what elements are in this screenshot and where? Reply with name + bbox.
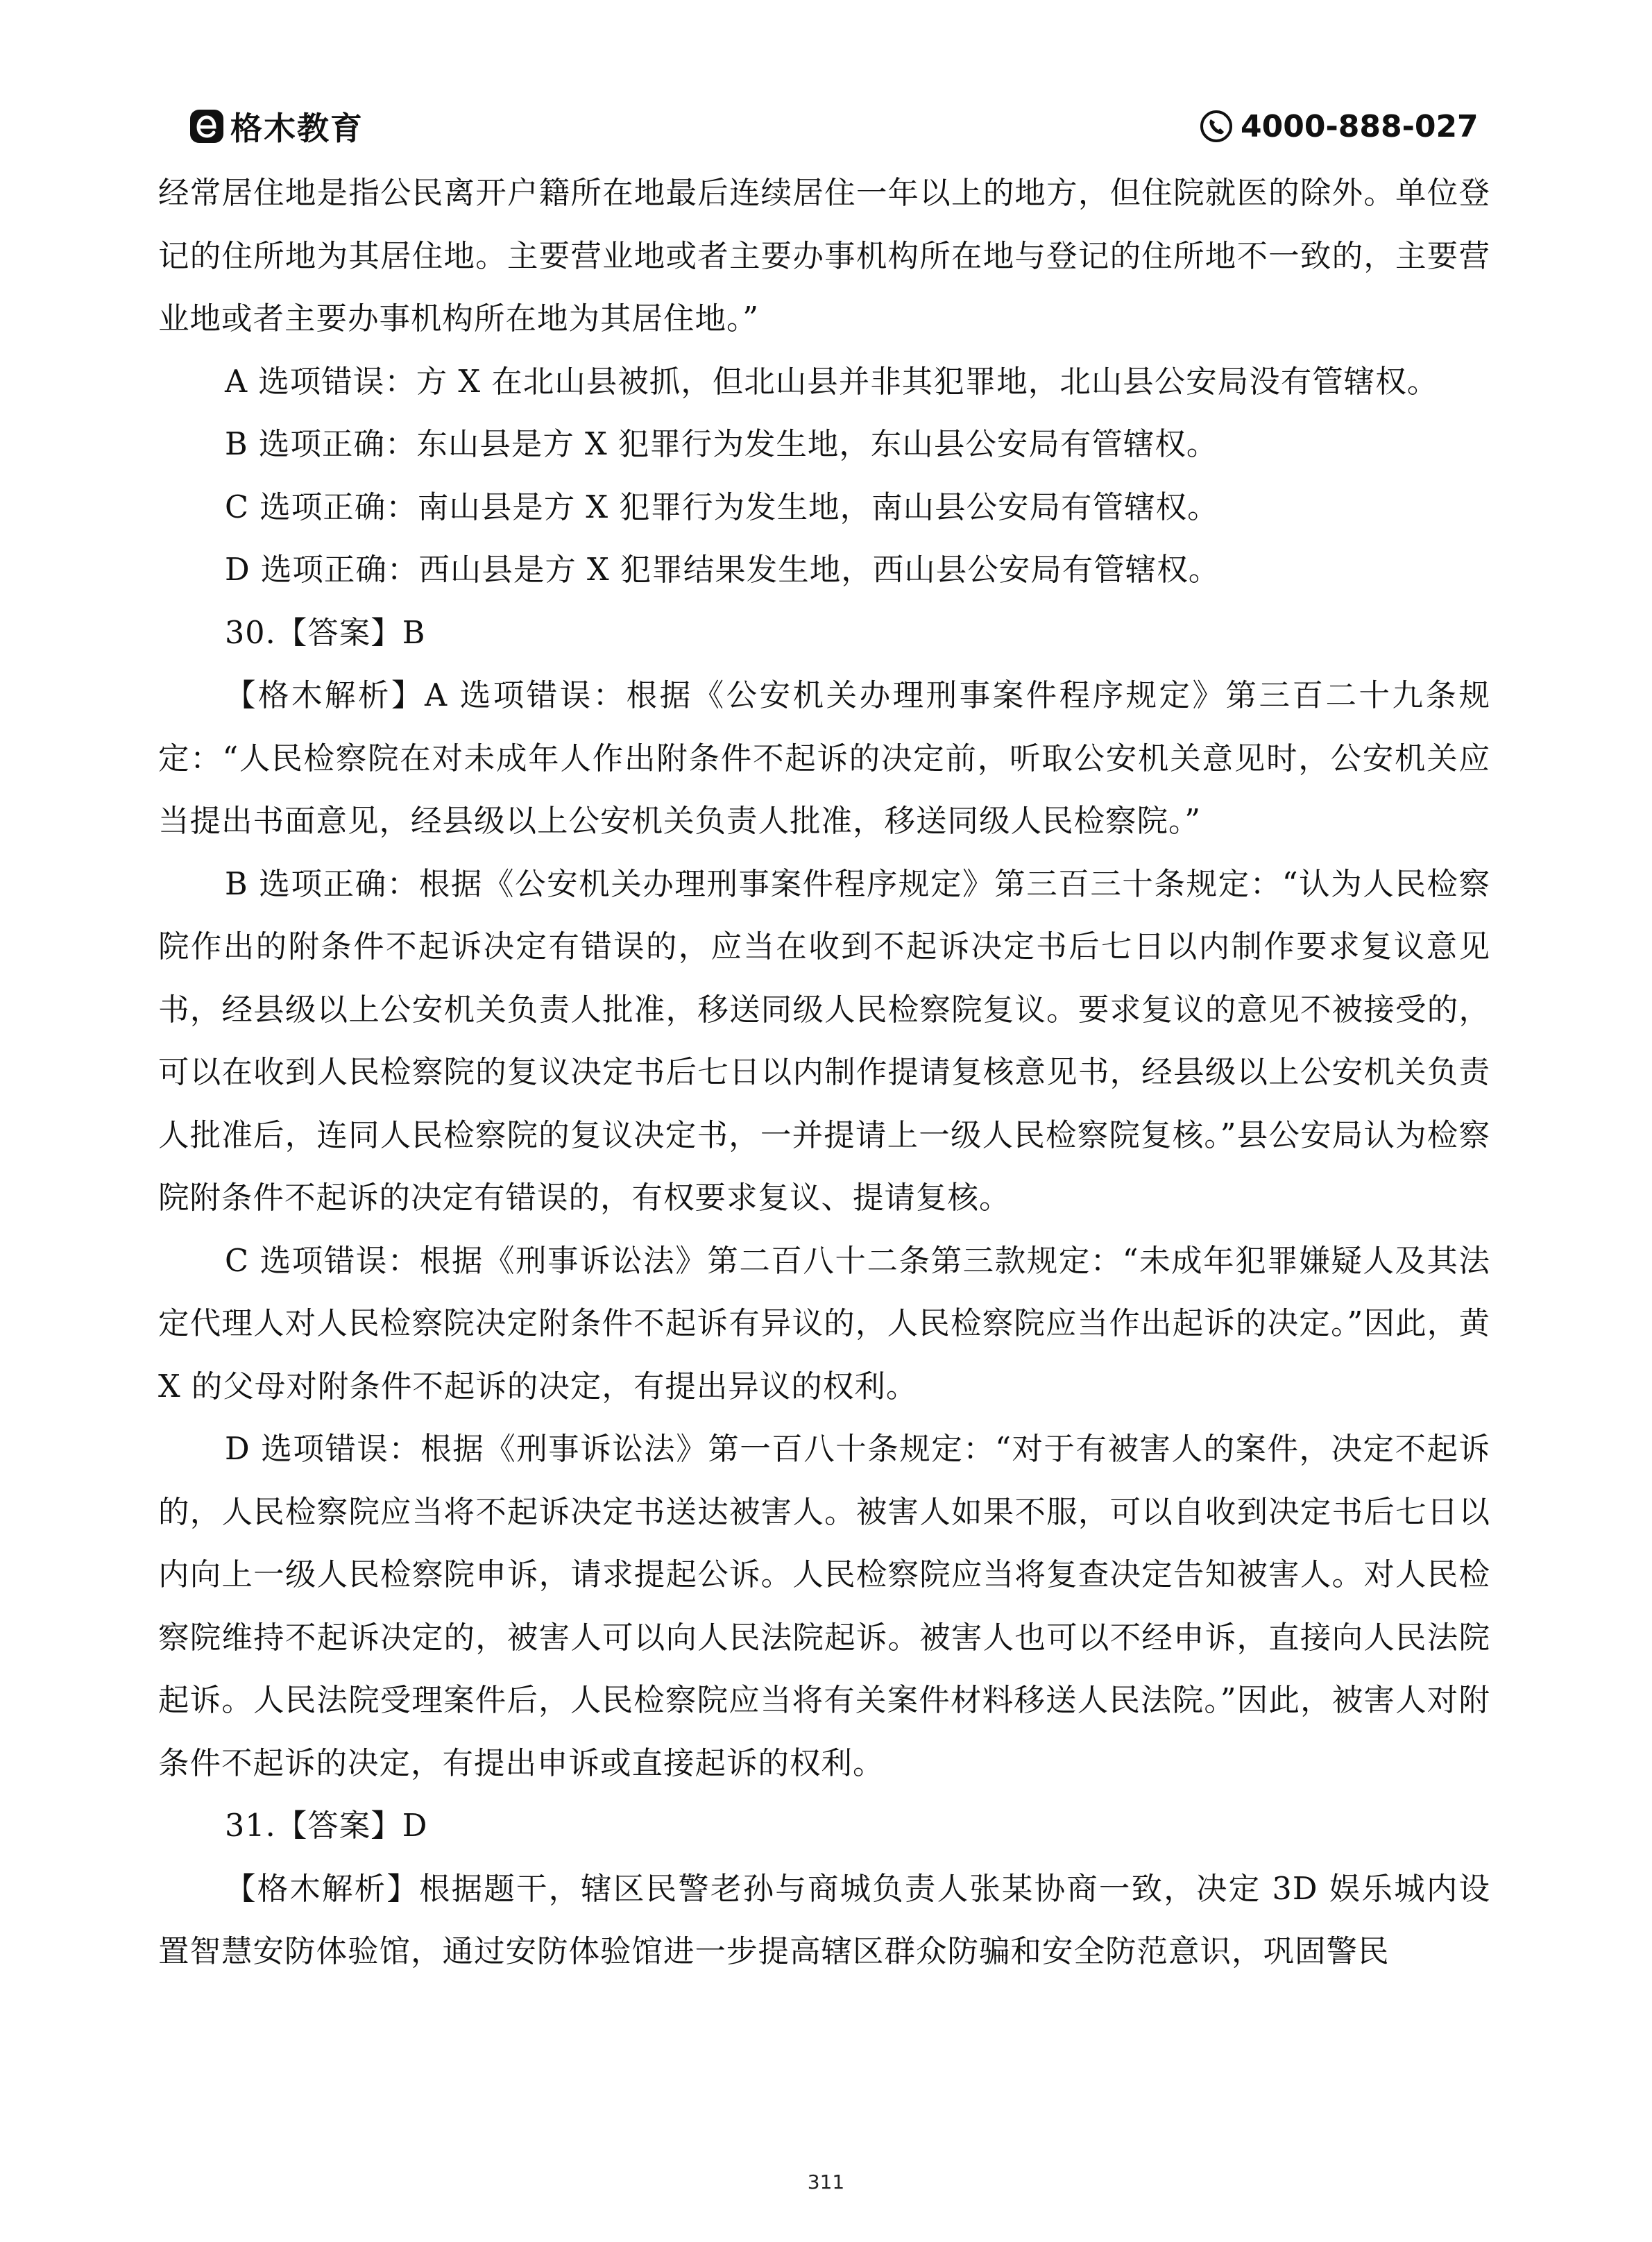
answer-heading: 30.【答案】B bbox=[225, 615, 426, 651]
logo-icon bbox=[189, 108, 225, 144]
logo-text: 格木教育 bbox=[230, 110, 364, 147]
hotline bbox=[1199, 105, 1479, 147]
hotline-number: 4000-888-027 bbox=[1241, 108, 1479, 144]
paragraph: A 选项错误：方 X 在北山县被抓，但北山县并非其犯罪地，北山县公安局没有管辖权。 bbox=[225, 364, 1439, 400]
page-body bbox=[158, 162, 1490, 1984]
paragraph: 【格木解析】根据题干，辖区民警老孙与商城负责人张某协商一致，决定 3D 娱乐城内设置智慧安防体验馆，通过安防体验馆进一步提高辖区群众防骗和安全防范意识，巩固警民 bbox=[158, 1871, 1490, 1969]
answer-heading: 31.【答案】D bbox=[225, 1808, 428, 1844]
paragraph: D 选项错误：根据《刑事诉讼法》第一百八十条规定：“对于有被害人的案件，决定不起诉的，人民检察院应当将不起诉决定书送达被害人。被害人如果不服，可以自收到决定书后七日以内向上一级人民检察院申诉，请求提起公诉。人民检察院应当将复查决定告知被害人。对人民检察院维持不起诉决定的，被害人可以向人民法院起诉。被害人也可以不经申诉，直接向人民法院起诉。人民法院受理案件后，人民检察院应当将有关案件材料移送人民法院。”因此，被害人对附条件不起诉的决定，有提出申诉或直接起诉的权利。 bbox=[158, 1432, 1490, 1781]
phone-icon bbox=[1199, 109, 1234, 144]
page-header bbox=[0, 104, 1652, 153]
paragraph: D 选项正确：西山县是方 X 犯罪结果发生地，西山县公安局有管辖权。 bbox=[225, 552, 1220, 588]
paragraph: 【格木解析】A 选项错误：根据《公安机关办理刑事案件程序规定》第三百二十九条规定：“人民检察院在对未成年人作出附条件不起诉的决定前，听取公安机关意见时，公安机关应当提出书面意见，经县级以上公安机关负责人批准，移送同级人民检察院。” bbox=[158, 678, 1490, 839]
paragraph: C 选项错误：根据《刑事诉讼法》第二百八十二条第三款规定：“未成年犯罪嫌疑人及其法定代理人对人民检察院决定附条件不起诉有异议的，人民检察院应当作出起诉的决定。”因此，黄 X 的父母对附条件不起诉的决定，有提出异议的权利。 bbox=[158, 1243, 1490, 1404]
paragraph: B 选项正确：东山县是方 X 犯罪行为发生地，东山县公安局有管辖权。 bbox=[225, 427, 1218, 462]
paragraph: B 选项正确：根据《公安机关办理刑事案件程序规定》第三百三十条规定：“认为人民检察院作出的附条件不起诉决定有错误的，应当在收到不起诉决定书后七日以内制作要求复议意见书，经县级以上公安机关负责人批准，移送同级人民检察院复议。要求复议的意见不被接受的，可以在收到人民检察院的复议决定书后七日以内制作提请复核意见书，经县级以上公安机关负责人批准后，连同人民检察院的复议决定书，一并提请上一级人民检察院复核。”县公安局认为检察院附条件不起诉的决定有错误的，有权要求复议、提请复核。 bbox=[158, 866, 1490, 1216]
brand-logo bbox=[189, 105, 364, 147]
paragraph: 经常居住地是指公民离开户籍所在地最后连续居住一年以上的地方，但住院就医的除外。单位登记的住所地为其居住地。主要营业地或者主要办事机构所在地与登记的住所地不一致的，主要营业地或者主要办事机构所在地为其居住地。” bbox=[158, 176, 1490, 337]
paragraph: C 选项正确：南山县是方 X 犯罪行为发生地，南山县公安局有管辖权。 bbox=[225, 489, 1219, 525]
page-number: 311 bbox=[807, 2171, 845, 2193]
